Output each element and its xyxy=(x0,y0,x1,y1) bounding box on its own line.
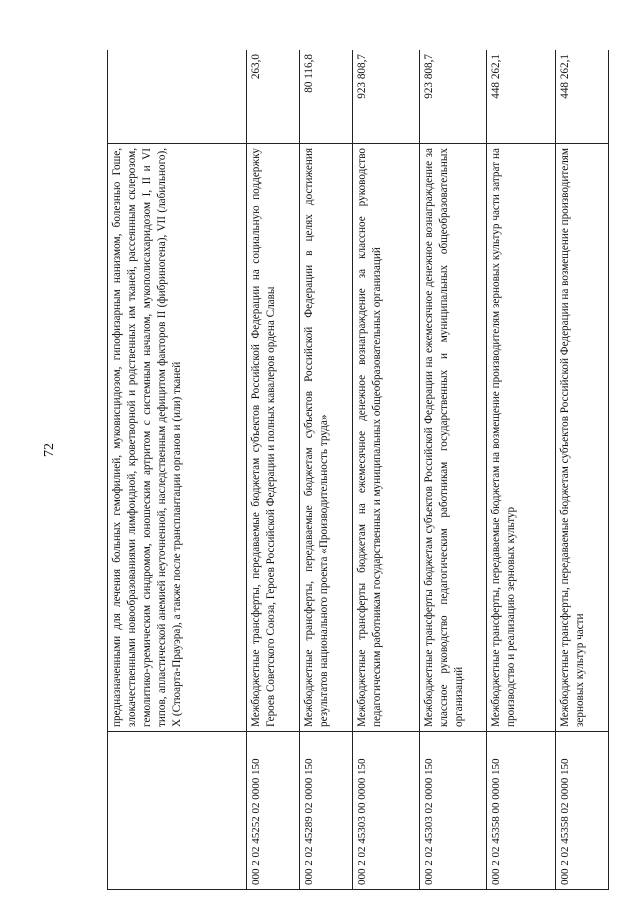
row-code: 000 2 02 45303 02 0000 150 xyxy=(420,732,487,890)
row-description: Межбюджетные трансферты, передаваемые бюджетам субъектов Российской Федерации в целях достижения результатов национального проекта «Производительность труда» xyxy=(300,144,353,732)
row-description: Межбюджетные трансферты, передаваемые бюджетам субъектов Российской Федерации на возмещение производителям зерновых культур части xyxy=(556,144,609,732)
budget-table-wrapper xyxy=(107,50,633,890)
row-amount: 263,0 xyxy=(247,50,300,144)
table-row xyxy=(353,50,420,890)
row-amount: 923 808,7 xyxy=(420,50,487,144)
table-row xyxy=(420,50,487,890)
row-amount: 923 808,7 xyxy=(353,50,420,144)
row-description: Межбюджетные трансферты бюджетам на ежемесячное денежное вознаграждение за классное руководство педагогическим работникам государственных и муниципальных общеобразовательных организаций xyxy=(353,144,420,732)
row-code: 000 2 02 45289 02 0000 150 xyxy=(300,732,353,890)
row-description: Межбюджетные трансферты бюджетам субъектов Российской Федерации на ежемесячное денежное вознаграждение за классное руководство педагогическим работникам государственных и муниципальных общеобразовательных организаций xyxy=(420,144,487,732)
table-row xyxy=(556,50,609,890)
table-row xyxy=(487,50,556,890)
row-description: Межбюджетные трансферты, передаваемые бюджетам субъектов Российской Федерации на социальную поддержку Героев Советского Союза, Героев Российской Федерации и полных кавалеров ордена Славы xyxy=(247,144,300,732)
row-description: Межбюджетные трансферты, передаваемые бюджетам на возмещение производителям зерновых культур части затрат на производство и реализацию зерновых культур xyxy=(487,144,556,732)
table-row xyxy=(300,50,353,890)
table-row xyxy=(108,50,247,890)
row-code: 000 2 02 45358 00 0000 150 xyxy=(487,732,556,890)
row-code: 000 2 02 45252 02 0000 150 xyxy=(247,732,300,890)
row-amount xyxy=(108,50,247,144)
row-description: предназначенными для лечения больных гемофилией, муковисцидозом, гипофизарным нанизмом, болезнью Гоше, злокачественными новообразованиями лимфоидной, кроветворной и родственных им тканей, рассеянным склерозом, гемолитико-уремическим синдромом, юношеским артритом с системным началом, мукополисахаридозом I, II и VI типов, апластической анемией неуточненной, наследственным дефицитом факторов II (фибриногена), VII (лабильного), X (Стюарта-Прауэра), а также после трансплантации органов и (или) тканей xyxy=(108,144,247,732)
row-code: 000 2 02 45303 00 0000 150 xyxy=(353,732,420,890)
rotated-page xyxy=(107,50,633,890)
row-amount: 448 262,1 xyxy=(556,50,609,144)
row-amount: 448 262,1 xyxy=(487,50,556,144)
page-number: 72 xyxy=(42,443,57,457)
row-amount: 80 116,8 xyxy=(300,50,353,144)
row-code xyxy=(108,732,247,890)
table-row xyxy=(247,50,300,890)
row-code: 000 2 02 45358 02 0000 150 xyxy=(556,732,609,890)
budget-table xyxy=(107,50,609,890)
